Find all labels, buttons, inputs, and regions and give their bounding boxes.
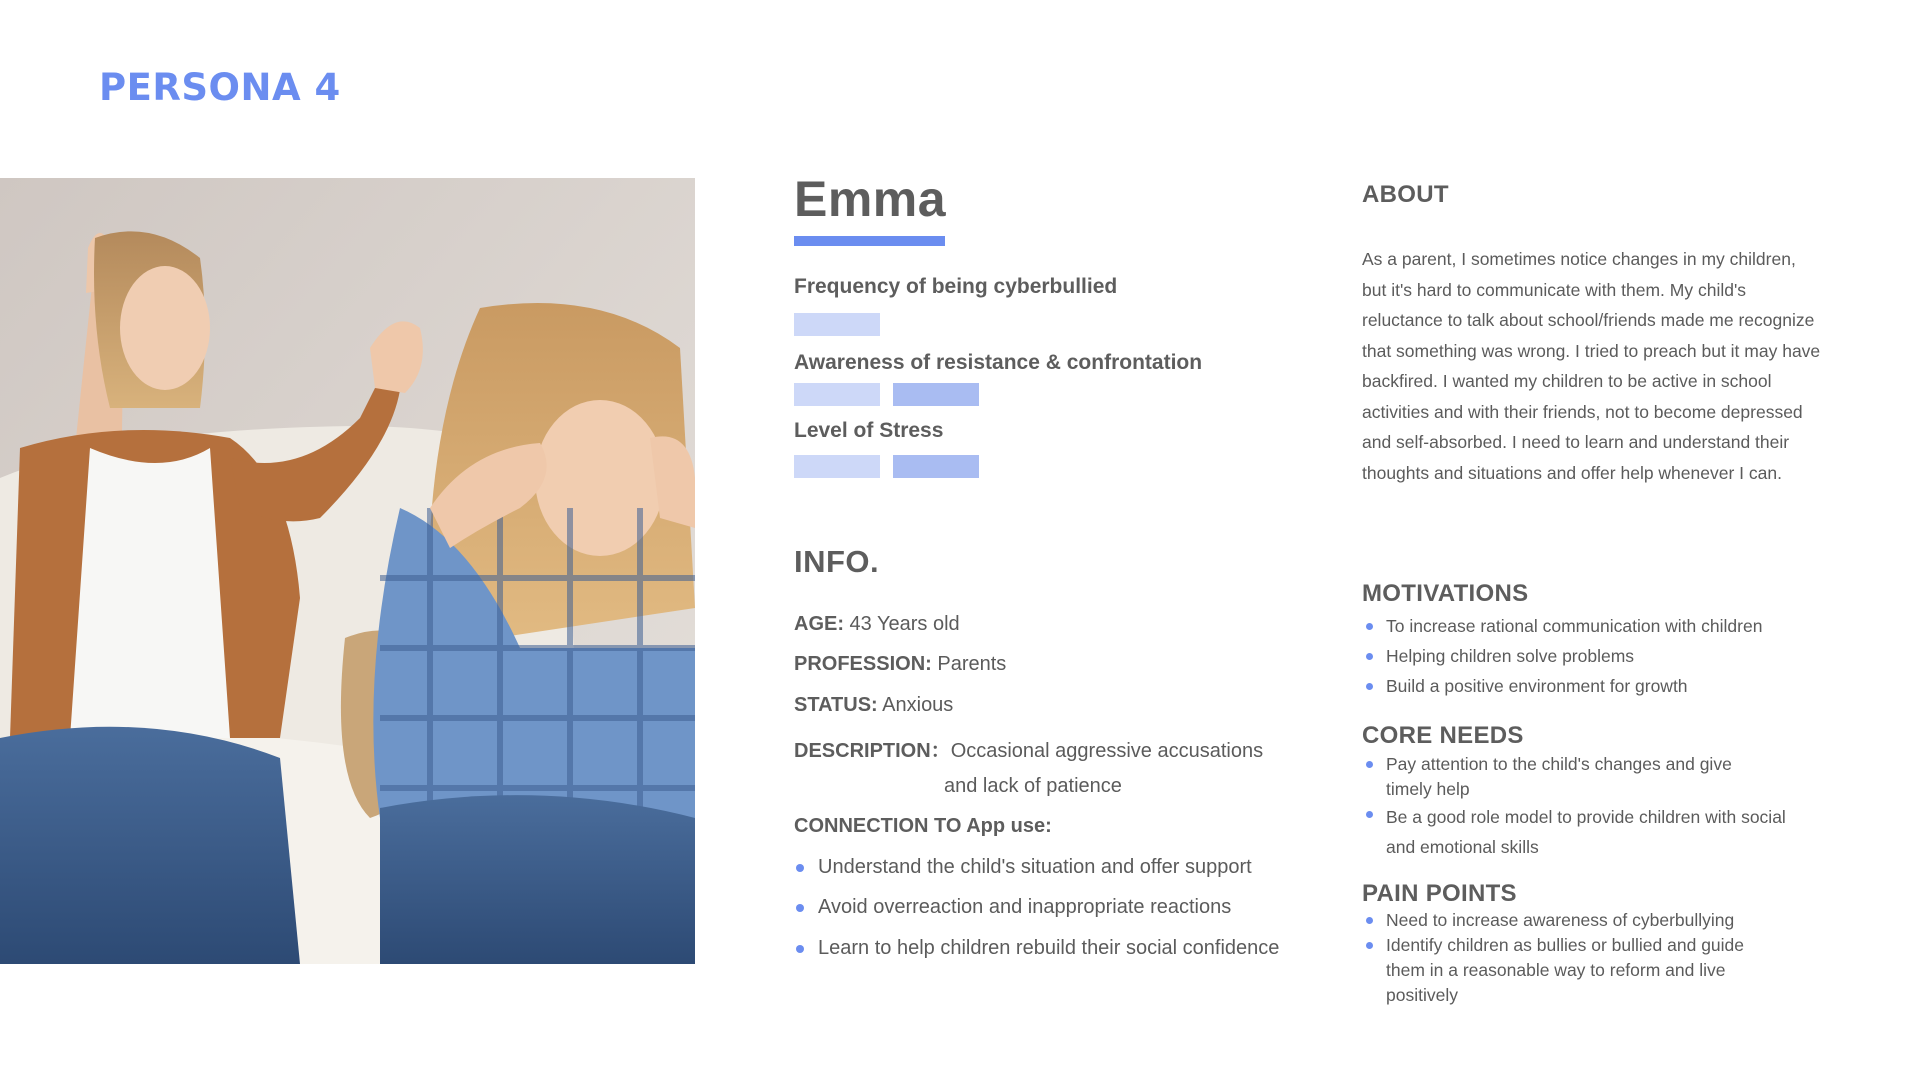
connection-item: Understand the child's situation and offer support xyxy=(796,856,1252,879)
core-needs-heading: CORE NEEDS xyxy=(1362,722,1524,749)
info-profession xyxy=(794,653,1006,676)
age-value: 43 Years old xyxy=(844,613,960,635)
pain-point-item: Need to increase awareness of cyberbullying xyxy=(1366,908,1826,933)
description-value-continued: and lack of patience xyxy=(944,775,1122,797)
metric-label-awareness: Awareness of resistance & confrontation xyxy=(794,351,1203,374)
pain-points-list xyxy=(1366,908,1826,1008)
description-value: Occasional aggressive accusations xyxy=(950,740,1264,762)
metric-label-stress: Level of Stress xyxy=(794,419,944,442)
core-need-item: Be a good role model to provide children with social and emotional skills xyxy=(1366,802,1826,862)
bullet-icon xyxy=(796,945,804,953)
info-age xyxy=(794,613,960,636)
bullet-icon xyxy=(1366,942,1373,949)
metric-bar-segment xyxy=(794,313,880,336)
metric-bar-stress xyxy=(794,455,979,478)
persona-title: PERSONA 4 xyxy=(99,66,341,109)
motivation-item: Build a positive environment for growth xyxy=(1366,674,1826,699)
info-status xyxy=(794,694,953,717)
persona-photo xyxy=(0,178,695,964)
name-underline xyxy=(794,236,945,246)
info-description xyxy=(794,734,1263,763)
metric-bar-segment xyxy=(794,383,880,406)
pain-points-heading: PAIN POINTS xyxy=(1362,880,1517,907)
metric-bar-segment xyxy=(893,383,979,406)
bullet-icon xyxy=(796,864,804,872)
bullet-icon xyxy=(1366,811,1373,818)
motivation-item: Helping children solve problems xyxy=(1366,644,1826,669)
bullet-icon xyxy=(1366,761,1373,768)
metric-bar-segment xyxy=(794,455,880,478)
info-heading: INFO. xyxy=(794,544,880,579)
bullet-icon xyxy=(796,904,804,912)
about-heading: ABOUT xyxy=(1362,181,1449,208)
connection-item: Avoid overreaction and inappropriate reactions xyxy=(796,896,1231,919)
age-label: AGE: xyxy=(794,613,844,635)
connection-item: Learn to help children rebuild their social confidence xyxy=(796,937,1279,960)
bullet-icon xyxy=(1366,917,1373,924)
connection-label: CONNECTION TO App use: xyxy=(794,815,1052,837)
profession-label: PROFESSION: xyxy=(794,653,932,675)
about-text: As a parent, I sometimes notice changes in my children, but it's hard to communicate with them. My child's reluctance to talk about school/friends made me recognize that something was wrong. I tried to preach but it may have backfired. I wanted my children to be active in school activities and with their friends, not to become depressed and self-absorbed. I need to learn and understand their thoughts and situations and offer help whenever I can. xyxy=(1362,249,1821,483)
core-need-item: Pay attention to the child's changes and give timely help xyxy=(1366,752,1826,802)
metric-label-frequency: Frequency of being cyberbullied xyxy=(794,275,1118,298)
persona-name: Emma xyxy=(794,171,947,227)
bullet-icon xyxy=(1366,623,1373,630)
profession-value: Parents xyxy=(931,653,1007,675)
motivations-list xyxy=(1366,614,1826,699)
motivations-heading: MOTIVATIONS xyxy=(1362,580,1529,607)
status-label: STATUS: xyxy=(794,694,878,716)
status-value: Anxious xyxy=(877,694,954,716)
description-label: DESCRIPTION： xyxy=(794,740,951,762)
bullet-icon xyxy=(1366,653,1373,660)
bullet-icon xyxy=(1366,683,1373,690)
metric-bar-segment xyxy=(893,455,979,478)
core-needs-list xyxy=(1366,752,1826,862)
metric-bar-awareness xyxy=(794,383,979,406)
motivation-item: To increase rational communication with children xyxy=(1366,614,1826,639)
metric-bar-frequency xyxy=(794,313,880,336)
pain-point-item: Identify children as bullies or bullied and guide them in a reasonable way to reform and live positively xyxy=(1366,933,1826,1008)
